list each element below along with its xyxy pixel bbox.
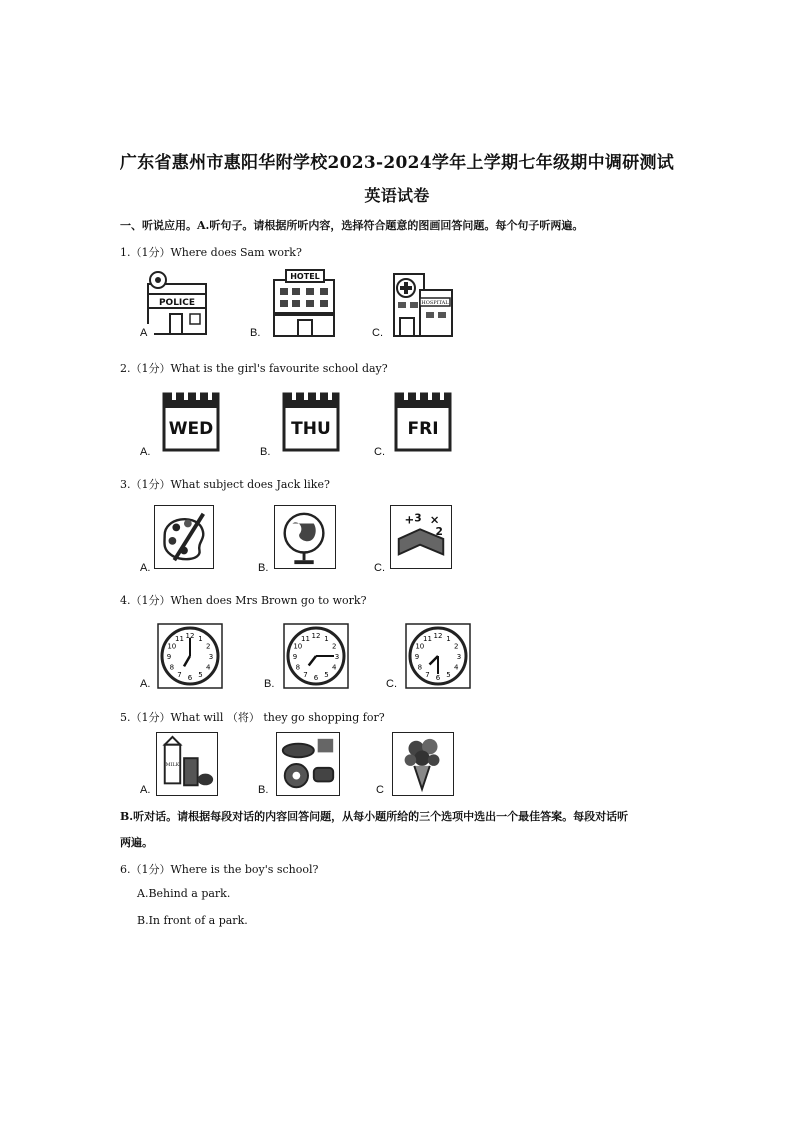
- clock-numeral: 4: [205, 663, 211, 672]
- option-a-art-palette-image[interactable]: [154, 505, 214, 569]
- question-number: 4.（1分）: [120, 594, 171, 607]
- clock-numeral: 1: [198, 634, 203, 643]
- question-text: When does Mrs Brown go to work?: [170, 594, 367, 607]
- svg-text:+: +: [404, 512, 415, 527]
- clock-numeral: 3: [456, 653, 462, 661]
- question-3: [120, 476, 330, 492]
- clock-numeral: 6: [187, 674, 193, 682]
- question-number: 3.（1分）: [120, 478, 171, 491]
- q6-option-b[interactable]: B.In front of a park.: [137, 914, 248, 927]
- clock-numeral: 2: [331, 642, 337, 651]
- clock-numeral: 5: [446, 671, 451, 680]
- clock-numeral: 2: [205, 642, 211, 651]
- option-c-math-book-image[interactable]: [390, 505, 452, 569]
- clock-numeral: 12: [185, 632, 195, 640]
- clock-numeral: 8: [417, 663, 423, 672]
- milk-label: MILK: [165, 762, 180, 768]
- clock-numeral: 4: [331, 663, 337, 672]
- section-a-instruction: 一、听说应用。A.听句子。请根据所听内容，选择符合题意的图画回答问题。每个句子听两遍。: [120, 219, 584, 232]
- option-label: C.: [374, 562, 385, 574]
- clock-numeral: 7: [425, 671, 430, 680]
- option-label: B.: [258, 784, 269, 796]
- option-label: C.: [372, 327, 383, 339]
- option-c-clock-image[interactable]: [404, 622, 472, 690]
- option-b-hotel-image[interactable]: [266, 268, 340, 340]
- clock-numeral: 8: [295, 663, 301, 672]
- calendar-day: THU: [291, 419, 331, 439]
- clock-numeral: 9: [292, 653, 298, 661]
- clock-numeral: 1: [446, 634, 451, 643]
- option-label: B.: [264, 678, 275, 690]
- question-text: What subject does Jack like?: [170, 478, 330, 491]
- clock-numeral: 10: [415, 642, 425, 651]
- clock-numeral: 11: [423, 634, 432, 643]
- clock-numeral: 5: [198, 671, 203, 680]
- clock-numeral: 4: [453, 663, 459, 672]
- clock-numeral: 3: [208, 653, 214, 661]
- clock-numeral: 3: [334, 653, 340, 661]
- option-label: A.: [140, 678, 151, 690]
- clock-numeral: 6: [313, 674, 319, 682]
- option-label: B.: [258, 562, 269, 574]
- clock-numeral: 11: [301, 634, 310, 643]
- option-label: A: [140, 327, 148, 339]
- option-b-clock-image[interactable]: [282, 622, 350, 690]
- option-a-clock-image[interactable]: [156, 622, 224, 690]
- police-sign: POLICE: [158, 298, 196, 308]
- hospital-sign: HOSPITAL: [421, 300, 449, 306]
- option-label: C.: [374, 446, 385, 458]
- clock-numeral: 5: [324, 671, 329, 680]
- option-c-flowers-image[interactable]: [392, 732, 454, 796]
- question-text: Where is the boy's school?: [170, 863, 319, 876]
- question-number: 1.（1分）: [120, 246, 171, 259]
- option-b-thu-calendar-image[interactable]: [280, 388, 342, 452]
- question-text: What will （将） they go shopping for?: [170, 711, 385, 724]
- question-text: Where does Sam work?: [170, 246, 302, 259]
- clock-numeral: 7: [177, 671, 182, 680]
- q6-option-a[interactable]: A.Behind a park.: [137, 887, 231, 900]
- option-label: B.: [260, 446, 271, 458]
- page-subtitle: 英语试卷: [364, 186, 430, 205]
- clock-numeral: 9: [166, 653, 172, 661]
- question-5: [120, 709, 385, 725]
- option-label: A.: [140, 784, 151, 796]
- option-label: A.: [140, 446, 151, 458]
- svg-text:2: 2: [435, 525, 443, 539]
- clock-numeral: 6: [435, 674, 441, 682]
- hotel-sign: HOTEL: [290, 272, 320, 281]
- section-b-instruction: B.听对话。请根据每段对话的内容回答问题，从每小题所给的三个选项中选出一个最佳答案。每段对话听: [120, 810, 629, 823]
- question-text: What is the girl's favourite school day?: [170, 362, 388, 375]
- clock-numeral: 1: [324, 634, 329, 643]
- svg-text:×: ×: [429, 512, 440, 527]
- question-number: 5.（1分）: [120, 711, 171, 724]
- option-a-wed-calendar-image[interactable]: [160, 388, 222, 452]
- question-number: 6.（1分）: [120, 863, 171, 876]
- calendar-day: WED: [168, 419, 214, 439]
- clock-numeral: 7: [303, 671, 308, 680]
- option-b-snacks-image[interactable]: [276, 732, 340, 796]
- clock-numeral: 9: [414, 653, 420, 661]
- option-label: C.: [386, 678, 397, 690]
- option-a-milk-and-food-image[interactable]: [156, 732, 218, 796]
- clock-numeral: 2: [453, 642, 459, 651]
- option-b-globe-image[interactable]: [274, 505, 336, 569]
- question-1: [120, 244, 302, 260]
- option-a-police-station-image[interactable]: [140, 268, 212, 340]
- svg-text:3: 3: [414, 511, 422, 525]
- clock-numeral: 12: [433, 632, 443, 640]
- page-title: 广东省惠州市惠阳华附学校2023-2024学年上学期七年级期中调研测试: [119, 153, 675, 173]
- option-c-fri-calendar-image[interactable]: [392, 388, 454, 452]
- clock-numeral: 12: [311, 632, 321, 640]
- clock-numeral: 10: [167, 642, 177, 651]
- section-b-instruction-cont: 两遍。: [120, 836, 153, 849]
- clock-numeral: 8: [169, 663, 175, 672]
- question-6: [120, 861, 318, 877]
- question-4: [120, 592, 366, 608]
- option-label: B.: [250, 327, 261, 339]
- clock-numeral: 11: [175, 634, 184, 643]
- clock-numeral: 10: [293, 642, 303, 651]
- option-label: A.: [140, 562, 151, 574]
- question-number: 2.（1分）: [120, 362, 171, 375]
- option-label: C: [376, 784, 384, 796]
- calendar-day: FRI: [407, 419, 439, 439]
- option-c-hospital-image[interactable]: [390, 268, 456, 340]
- question-2: [120, 360, 388, 376]
